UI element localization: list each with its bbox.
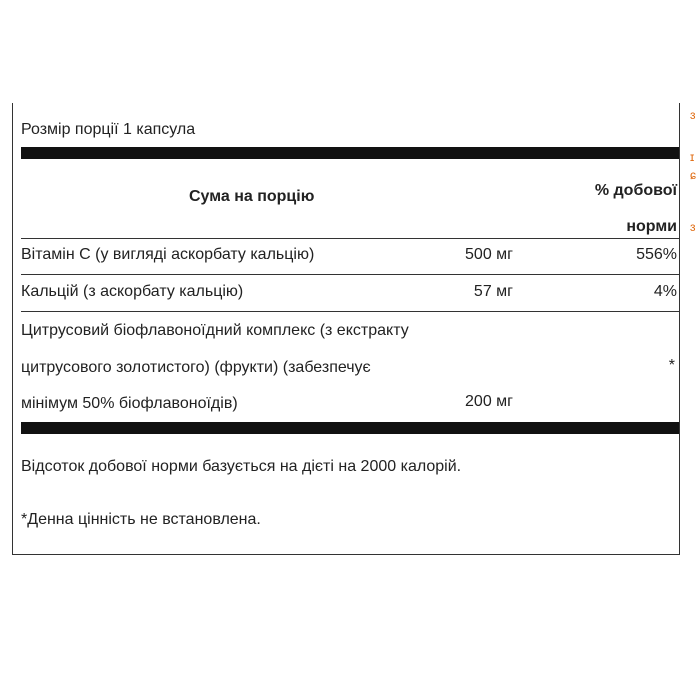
footnote-not-established: *Денна цінність не встановлена. [21, 511, 261, 528]
row-calcium-dv: 4% [653, 283, 677, 300]
row-vitamin-c-name: Вітамін С (у вигляді аскорбату кальцію) [21, 246, 315, 263]
header-amount-per-serving: Сума на порцію [189, 188, 315, 205]
header-daily-value [547, 173, 677, 245]
row-calcium-amount: 57 мг [473, 283, 513, 300]
row-divider [21, 311, 679, 312]
edge-fragment-mark: ɕ [690, 168, 696, 182]
footnote-daily-value-basis: Відсоток добової норми базується на дієті на 2000 калорій. [21, 458, 462, 475]
supplement-facts-panel [12, 103, 680, 555]
row-complex-name-line1: Цитрусовий біофлавоноїдний комплекс (з екстракту [21, 322, 409, 339]
edge-fragment-mark: ɜ [690, 108, 696, 122]
serving-size: Розмір порції 1 капсула [21, 121, 196, 138]
top-divider-bar [21, 147, 679, 159]
row-divider [21, 238, 679, 239]
row-complex-name-line2: цитрусового золотистого) (фрукти) (забезпечує [21, 359, 371, 376]
row-complex-name-line3: мінімум 50% біофлавоноїдів) [21, 395, 238, 412]
row-calcium-name: Кальцій (з аскорбату кальцію) [21, 283, 244, 300]
row-complex-amount: 200 мг [465, 393, 513, 410]
header-daily-value-line2: норми [626, 218, 677, 235]
row-complex-dv: * [668, 357, 675, 374]
bottom-divider-bar [21, 422, 679, 434]
row-vitamin-c-dv: 556% [636, 246, 677, 263]
edge-fragment-mark: ɜ [690, 220, 696, 234]
row-divider [21, 274, 679, 275]
header-daily-value-line1: % добової [594, 182, 677, 199]
row-vitamin-c-amount: 500 мг [465, 246, 513, 263]
edge-fragment-mark: ɪ [690, 150, 695, 164]
